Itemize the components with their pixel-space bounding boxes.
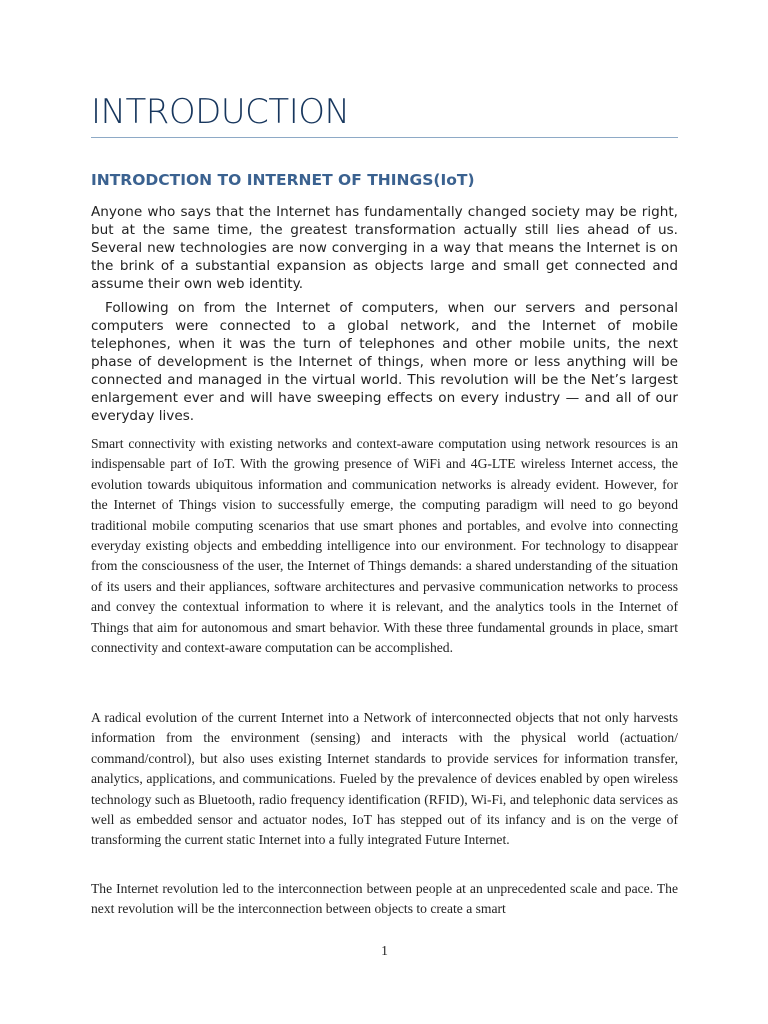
paragraph: The Internet revolution led to the interconnection between people at an unprecedented scale and pace. The next revolution will be the interconnection between objects to create a smart <box>91 881 678 917</box>
title-divider <box>91 137 678 138</box>
paragraph: Anyone who says that the Internet has fundamentally changed society may be right, but at the same time, the greatest transformation actually still lies ahead of us. Several new technologies are now converging in a way that means the Internet is on the brink of a substantial expansion as objects large and small get connected and assume their own web identity. <box>91 204 678 292</box>
paragraph: Smart connectivity with existing networks and context-aware computation using network resources is an indispensable part of IoT. With the growing presence of WiFi and 4G-LTE wireless Internet access, the evolution towards ubiquitous information and communication networks is already evident. However, for the Internet of Things vision to successfully emerge, the computing paradigm will need to go beyond traditional mobile computing scenarios that use smart phones and portables, and evolve into connecting everyday existing objects and embedding intelligence into our environment. For technology to disappear from the consciousness of the user, the Internet of Things demands: a shared understanding of the situation of its users and their appliances, software architectures and pervasive communication networks to process and convey the contextual information to where it is relevant, and the analytics tools in the Internet of Things that aim for autonomous and smart behavior. With these three fundamental grounds in place, smart connectivity and context-aware computation can be accomplished. <box>91 436 678 656</box>
section-heading: INTRODCTION TO INTERNET OF THINGS(IoT) <box>91 171 475 189</box>
paragraph: A radical evolution of the current Internet into a Network of interconnected objects that not only harvests information from the environment (sensing) and interacts with the physical world (actuation/ command/control), but also uses existing Internet standards to provide services for information transfer, analytics, applications, and communications. Fueled by the prevalence of devices enabled by open wireless technology such as Bluetooth, radio frequency identification (RFID), Wi-Fi, and telephonic data services as well as embedded sensor and actuator nodes, IoT has stepped out of its infancy and is on the verge of transforming the current static Internet into a fully integrated Future Internet. <box>91 710 678 848</box>
page-number: 1 <box>381 943 388 958</box>
paragraph: Following on from the Internet of computers, when our servers and personal computers were connected to a global network, and the Internet of mobile telephones, when it was the turn of telephones and other mobile units, the next phase of development is the Internet of things, when more or less anything will be connected and managed in the virtual world. This revolution will be the Net’s largest enlargement ever and will have sweeping effects on every industry — and all of our everyday lives. <box>91 300 678 424</box>
page-title: INTRODUCTION <box>91 92 350 132</box>
